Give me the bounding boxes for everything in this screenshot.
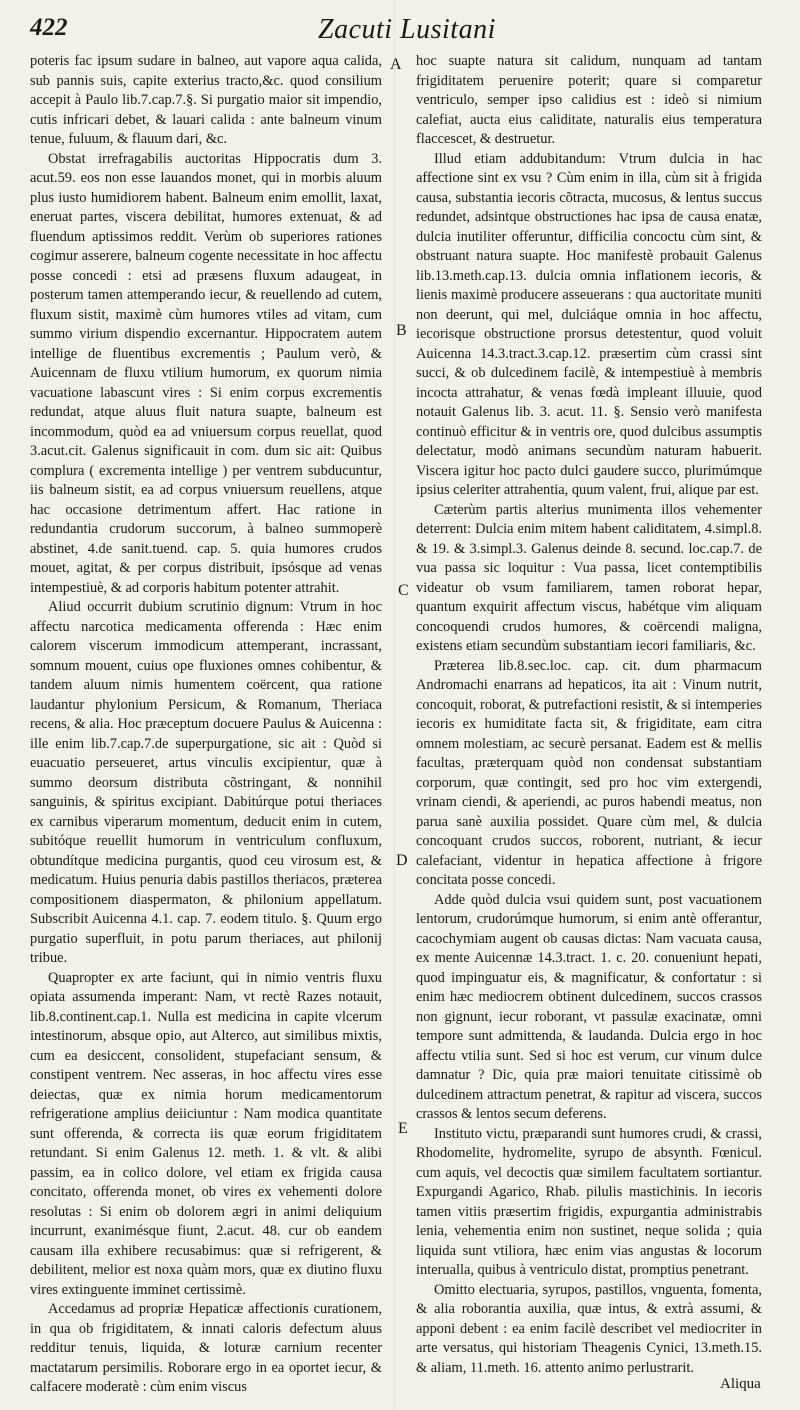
margin-letter-e: E	[398, 1120, 408, 1137]
paragraph: Obstat irrefragabilis auctoritas Hippocratis dum 3. acut.59. eos non esse lauandos monet, qui in morbis aluum plus iusto humidiorem habent. Balneum enim emollit, laxat, eneruat partes, viscera debilitat, humores extenuat, & ad fluendum aptissimos reddit. Verùm ob superiores rationes cogimur asserere, balneum cogente necessitate in hoc affectu posse concedi : etsi ad præsens fluxum adaugeat, in posterum tamen attemperando iecur, & reuellendo ad cutem, fluxum sistit, maximè cùm humores vtiles ad vitam, cum summo virium dispendio excernantur. Hippocratem autem intellige de fluentibus excrementis ; Paulum verò, & Auicennam de fluxu vtilium humorum, ex quorum nimia vacuatione labascunt vires : Si enim corpus excrementis redundat, atque aluus fluit natura suapte, balneum est incommodum, quòd ea ad vniuersum corpus reuellat, quod 3.acut.cit. Galenus significauit in com. dum sic ait: Quibus complura ( excrementa intellige ) per ventrem subducuntur, iis balneum sistit, ea ad corpus vniuersum reuellens, atque hac occasione detrimentum affert. Hac ratione in redundantia crudorum succorum, à balneo summoperè abstinet, 4.de sanit.tuend. cap. 5. quia humores crudos mouet, agitat, & per corpus distribuit, ipsósque ad venas intempestiuè, & ad corporis habitum potenter attrahit.	[30, 150, 382, 596]
left-column	[30, 52, 382, 1395]
paragraph: Illud etiam addubitandum: Vtrum dulcia in hac affectione sint ex vsu ? Cùm enim in illa, cùm sit à frigida causa, substantia iecoris cõtracta, mucosus, & lentus succus redundet, adsintque obstructiones hac ipsa de causa enatæ, dulcia inutiliter offeruntur, difficilia concoctu cùm sint, & obstruant natura suapte. Hoc manifestè probauit Galenus lib.13.meth.cap.13. dulcia omnia inflationem iecoris, & lienis maximè producere asseuerans : qua auctoritate muniti non deerunt, qui mel, dulciáque omnia in hoc affectu, iecorisque obstructione prorsus detestentur, quod voluit Auicenna 14.3.tract.3.cap.12. præsertim cùm crassi sint succi, & ob dulcedinem facilè, & intempestiuè à membris incocta attrahatur, & venas fœdà impleant illuuie, quod notauit Galenus lib. 3. acut. 11. §. Sensio verò manifesta continuò efficitur & in ventris ore, quod dulcibus assumptis delectatur, modò animans secundùm naturam habuerit. Viscera igitur hoc pacto dulci gaudere succo, plurimúmque ipsius celeriter attrahentia, quum valent, frui, alique par est.	[416, 150, 762, 498]
paragraph: Adde quòd dulcia vsui quidem sunt, post vacuationem lentorum, crudorúmque humorum, si enim antè offerantur, cacochymiam augent ob causas dictas: Nam vacuata causa, ex mente Auicennæ 14.3.tract. 1. c. 20. conueniunt hepati, quod impinguatur eis, & magnificatur, & confortatur : si enim hæc mediocrem obtinent dulcedinem, succos crassos non gignunt, iecur roborant, vt passulæ exacinatæ, omni tempore sunt admittenda, & laudanda. Dulcia ergo in hoc affectu vtilia sunt. Sed si hoc est verum, cur vinum dulce damnatur ? Dic, quia præ maiori tenuitate citissimè ob dulcedinem attractum penetrat, & rapitur ad viscera, succos crassos & lentos secum deferens.	[416, 891, 762, 1122]
paragraph: Cæterùm partis alterius munimenta illos vehementer deterrent: Dulcia enim mitem habent caliditatem, 4.simpl.8. & 19. & 3.simpl.3. Galenus deinde 8. secund. loc.cap.7. de vua passa sic loquitur : Vua passa, licet contemptibilis videatur ob vsum familiarem, tamen roborat hepar, quantum exquirit affectum viscus, habétque vim aliquam concoquendi crudos humores, & coërcendi maligna, existens etiam secundùm substantiam iecori familiaris, &c.	[416, 501, 762, 654]
page-number: 422	[30, 14, 68, 41]
paragraph: Accedamus ad propriæ Hepaticæ affectionis curationem, in qua ob frigiditatem, & innati caloris defectum aluus redditur tenuis, liquida, & loturæ carnium recenter mactatarum persimilis. Roborare ergo in ea oportet iecur, & calfacere moderatè : cùm enim viscus	[30, 1301, 382, 1395]
paragraph: Aliud occurrit dubium scrutinio dignum: Vtrum in hoc affectu narcotica medicamenta offerenda : Hæc enim calorem viscerum immodicum attemperant, incrassant, somnum mouent, cuius ope fluxiones omnes cohibentur, & tandem aluum nimis humentem coërcent, qua ratione laudantur phylonium Persicum, & Romanum, Theriaca recens, & alia. Hoc præceptum docuere Paulus & Auicenna : ille enim lib.7.cap.7.de superpurgatione, sic ait : Quòd si euacuatio perseueret, artus vinculis excipientur, quæ à summo deorsum distributa cõstringant, & nonnihil sanguinis, & spiritus excipiant. Dabitúrque potui theriaces ex carnibus viperarum momentum, deducit enim in cutem, subitóque reuellit humorum in ventriculum confluxum, obtundítque medicina purgantis, quod ceu virosum est, & medicatum. Huius penuria dabis pastillos theriacos, præterea compositionem diaspermaton, & philonium appellatum. Subscribit Auicenna 4.1. cap. 7. eodem titulo. §. Quum ergo purgatio superfluit, in potu parum theriaces, aut philonij tribue.	[30, 599, 382, 966]
margin-letter-d: D	[396, 852, 408, 869]
paragraph: Quapropter ex arte faciunt, qui in nimio ventris fluxu opiata assumenda imperant: Nam, vt rectè Razes notauit, lib.8.continent.cap.1. Nulla est medicina in capite vlcerum intestinorum, absque opio, aut Alterco, aut similibus mixtis, cum ea desiccent, consolident, stupefaciant sensum, & constipent ventrem. Nec asseras, in hoc affectu vires esse deiectas, quæ ex nimia horum medicamentorum refrigeratione amplius deiiciuntur : Nam modica quantitate sunt offerenda, & correcta iis quæ eorum frigiditatem retundant. Si enim Galenus 12. meth. 1. & vlt. & alibi passim, ea in colico dolore, vel etiam ex frigida causa concitato, offerenda monet, ob vires ex vehementi dolore resolutas : Si enim ob dolorem ægri in animi deliquium incurrunt, exanimésque fiunt, 2.acut. 48. cur ob eandem causam illa exhibere recusabimus: quæ si refrigerent, & debilitent, melior est noxa quàm mors, quæ ex diutino fluxu vires extinguente imminet certissimè.	[30, 969, 382, 1298]
margin-letter-c: C	[398, 582, 409, 599]
paragraph: Omitto electuaria, syrupos, pastillos, vnguenta, fomenta, & alia roborantia auxilia, quæ intus, & extrà assumi, & apponi debent : ea enim facilè describet vel mediocriter in arte versatus, qui historiam Theagenis Cynici, 13.meth.15. & aliam, 11.meth. 16. attento animo perlustrarit.	[416, 1281, 762, 1376]
margin-letter-b: B	[396, 322, 407, 339]
margin-letter-a: A	[390, 56, 402, 73]
paragraph: poteris fac ipsum sudare in balneo, aut vapore aqua calida, sub pannis suis, capite exterius tracto,&c. quod consilium accepit à Paulo lib.7.cap.7.§. Si purgatio maior sit impendio, cutis infricari debet, & lauari calida : ante balneum vinum tenue, fuluum, & flauum dari, &c.	[30, 53, 382, 147]
catchword: Aliqua	[720, 1376, 761, 1392]
paragraph: Instituto victu, præparandi sunt humores crudi, & crassi, Rhodomelite, hydromelite, syrupo de absynth. Fœnicul. cum aquis, vel decoctis quæ similem facultatem sortiantur. Expurgandi Agarico, Rhab. pilulis mastichinis. In iecoris tamen vitiis præsertim frigidis, expurgantia administrabis lenia, vehementia enim non sustinet, neque solida ; quia liquida sunt vtiliora, hæc enim vias angustas & locorum interualla, quibus à ventriculo distat, promptius penetrant.	[416, 1125, 762, 1278]
running-title: Zacuti Lusitani	[318, 14, 496, 45]
right-column	[416, 52, 762, 1382]
paragraph: hoc suapte natura sit calidum, nunquam ad tantam frigiditatem peruenire poterit; quare si comparetur ventriculo, semper ipso calidius est : ideò si nimium calefiat, aucta eius caliditate, naturalis eius temperatura flaccescet, & destruetur.	[416, 53, 762, 147]
page-fold-shadow	[394, 0, 395, 1410]
paragraph: Præterea lib.8.sec.loc. cap. cit. dum pharmacum Andromachi enarrans ad hepaticos, ita ait : Vinum nutrit, concoquit, roborat, & putrefactioni resistit, & si intemperies iecoris ex humiditate facta sit, & frigiditate, eam citra omnem molestiam, ac securè persanat. Eadem est & mellis facultas, præterquam quòd non condensat substantiam corporum, quæ contingit, sed pro hoc vim extergendi, vrinam ciendi, & aperiendi, ac puros habendi meatus, non parua sanè auxilia possidet. Quare cùm mel, & dulcia concoquant crudos succos, roborent, nutriant, & iecur calefaciant, videntur in hepatica affectione à frigore concitata posse concedi.	[416, 657, 762, 888]
